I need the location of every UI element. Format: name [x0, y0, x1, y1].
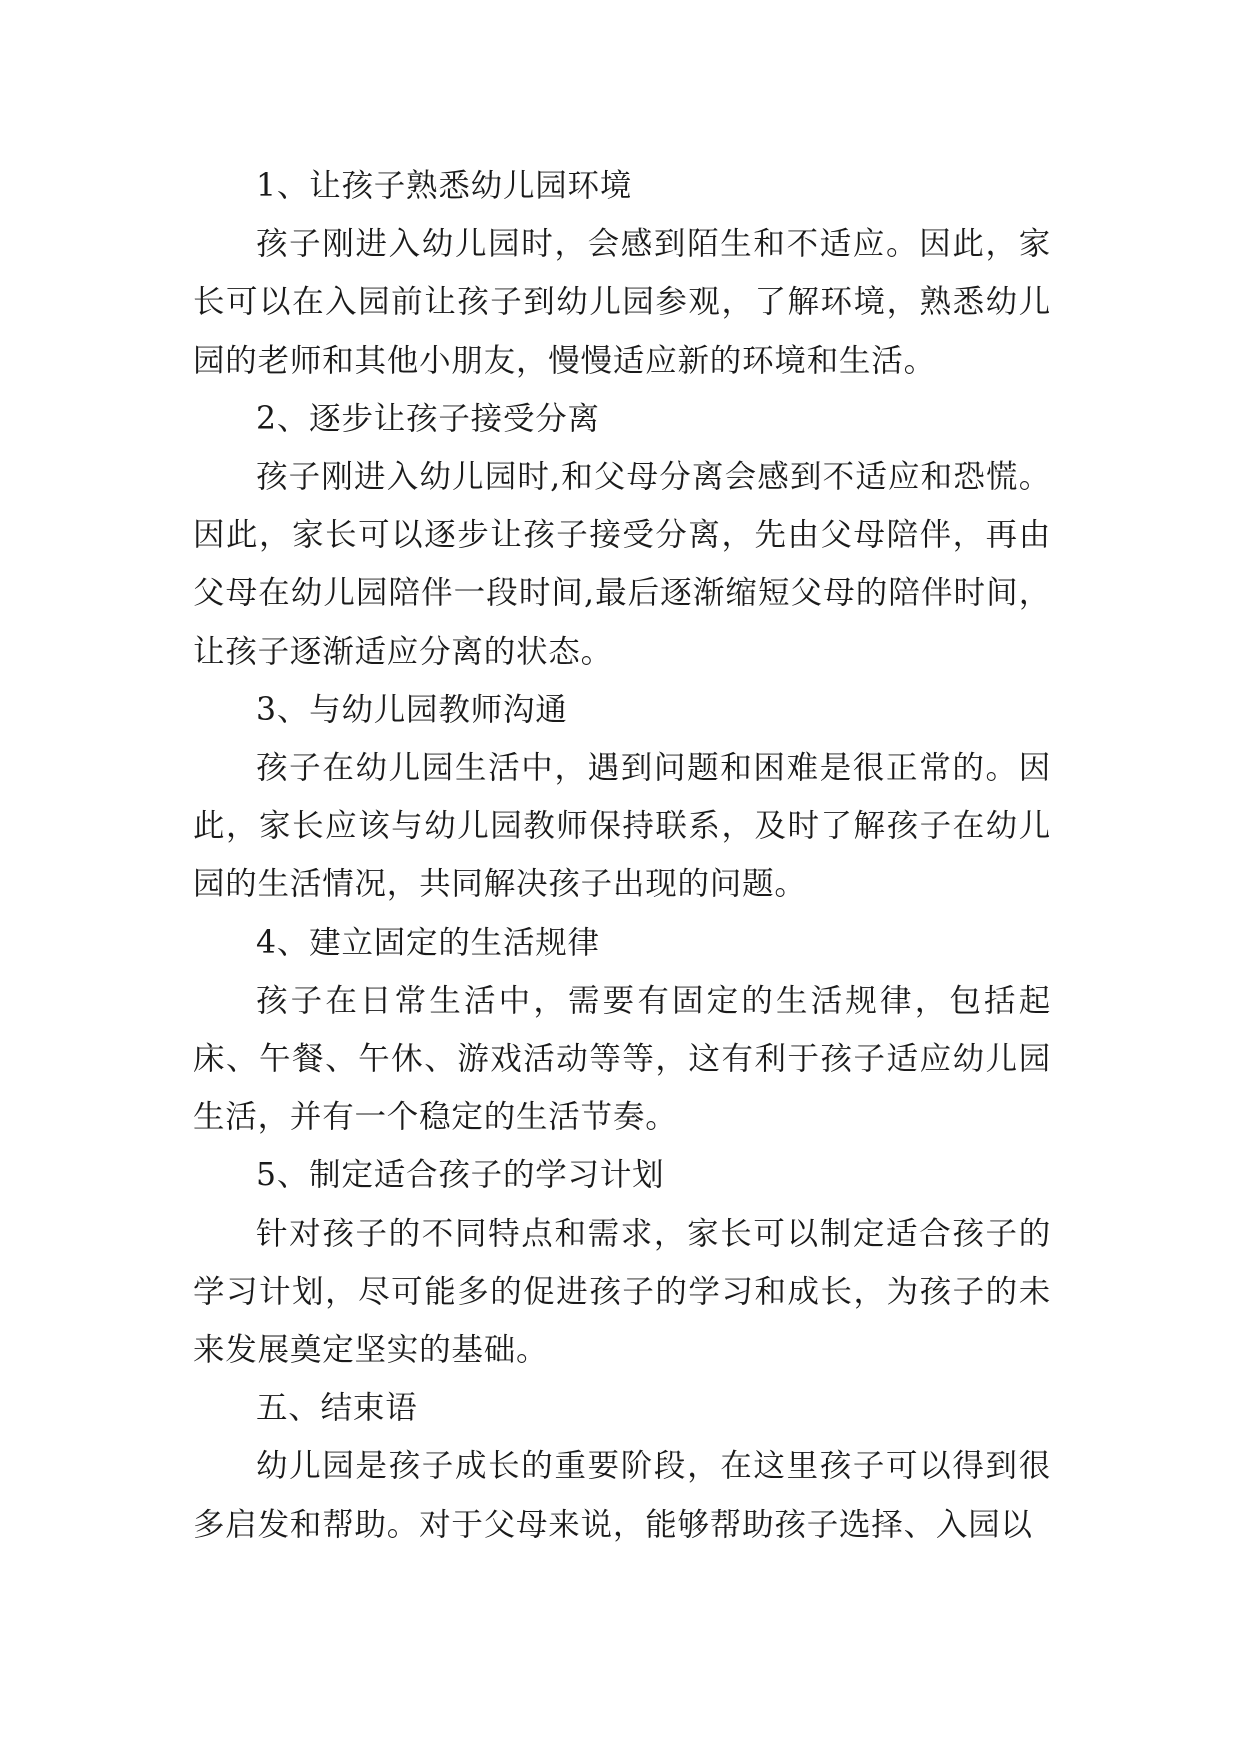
section-body: 针对孩子的不同特点和需求，家长可以制定适合孩子的学习计划，尽可能多的促进孩子的学习和成长，为孩子的未来发展奠定坚实的基础。: [193, 1215, 1051, 1369]
section-heading: 3、与幼儿园教师沟通: [256, 691, 568, 728]
section-heading: 五、结束语: [256, 1390, 418, 1427]
section-heading: 4、建立固定的生活规律: [256, 924, 600, 961]
section-heading: 1、让孩子熟悉幼儿园环境: [256, 168, 633, 204]
section-body: 孩子刚进入幼儿园时，会感到陌生和不适应。因此，家长可以在入园前让孩子到幼儿园参观，了解环境，熟悉幼儿园的老师和其他小朋友，慢慢适应新的环境和生活。: [193, 226, 1051, 379]
section-body: 孩子刚进入幼儿园时,和父母分离会感到不适应和恐慌。因此，家长可以逐步让孩子接受分离，先由父母陪伴，再由父母在幼儿园陪伴一段时间,最后逐渐缩短父母的陪伴时间，让孩子逐渐适应分离的状态。: [193, 459, 1051, 670]
section-heading: 5、制定适合孩子的学习计划: [256, 1157, 665, 1194]
document-page: [193, 157, 1051, 1554]
section-body: 幼儿园是孩子成长的重要阶段，在这里孩子可以得到很多启发和帮助。对于父母来说，能够帮助孩子选择、入园以: [193, 1448, 1051, 1543]
section-body: 孩子在幼儿园生活中，遇到问题和困难是很正常的。因此，家长应该与幼儿园教师保持联系，及时了解孩子在幼儿园的生活情况，共同解决孩子出现的问题。: [193, 750, 1051, 903]
section-body: 孩子在日常生活中，需要有固定的生活规律，包括起床、午餐、午休、游戏活动等等，这有利于孩子适应幼儿园生活，并有一个稳定的生活节奏。: [193, 982, 1051, 1136]
section-heading: 2、逐步让孩子接受分离: [256, 400, 600, 437]
